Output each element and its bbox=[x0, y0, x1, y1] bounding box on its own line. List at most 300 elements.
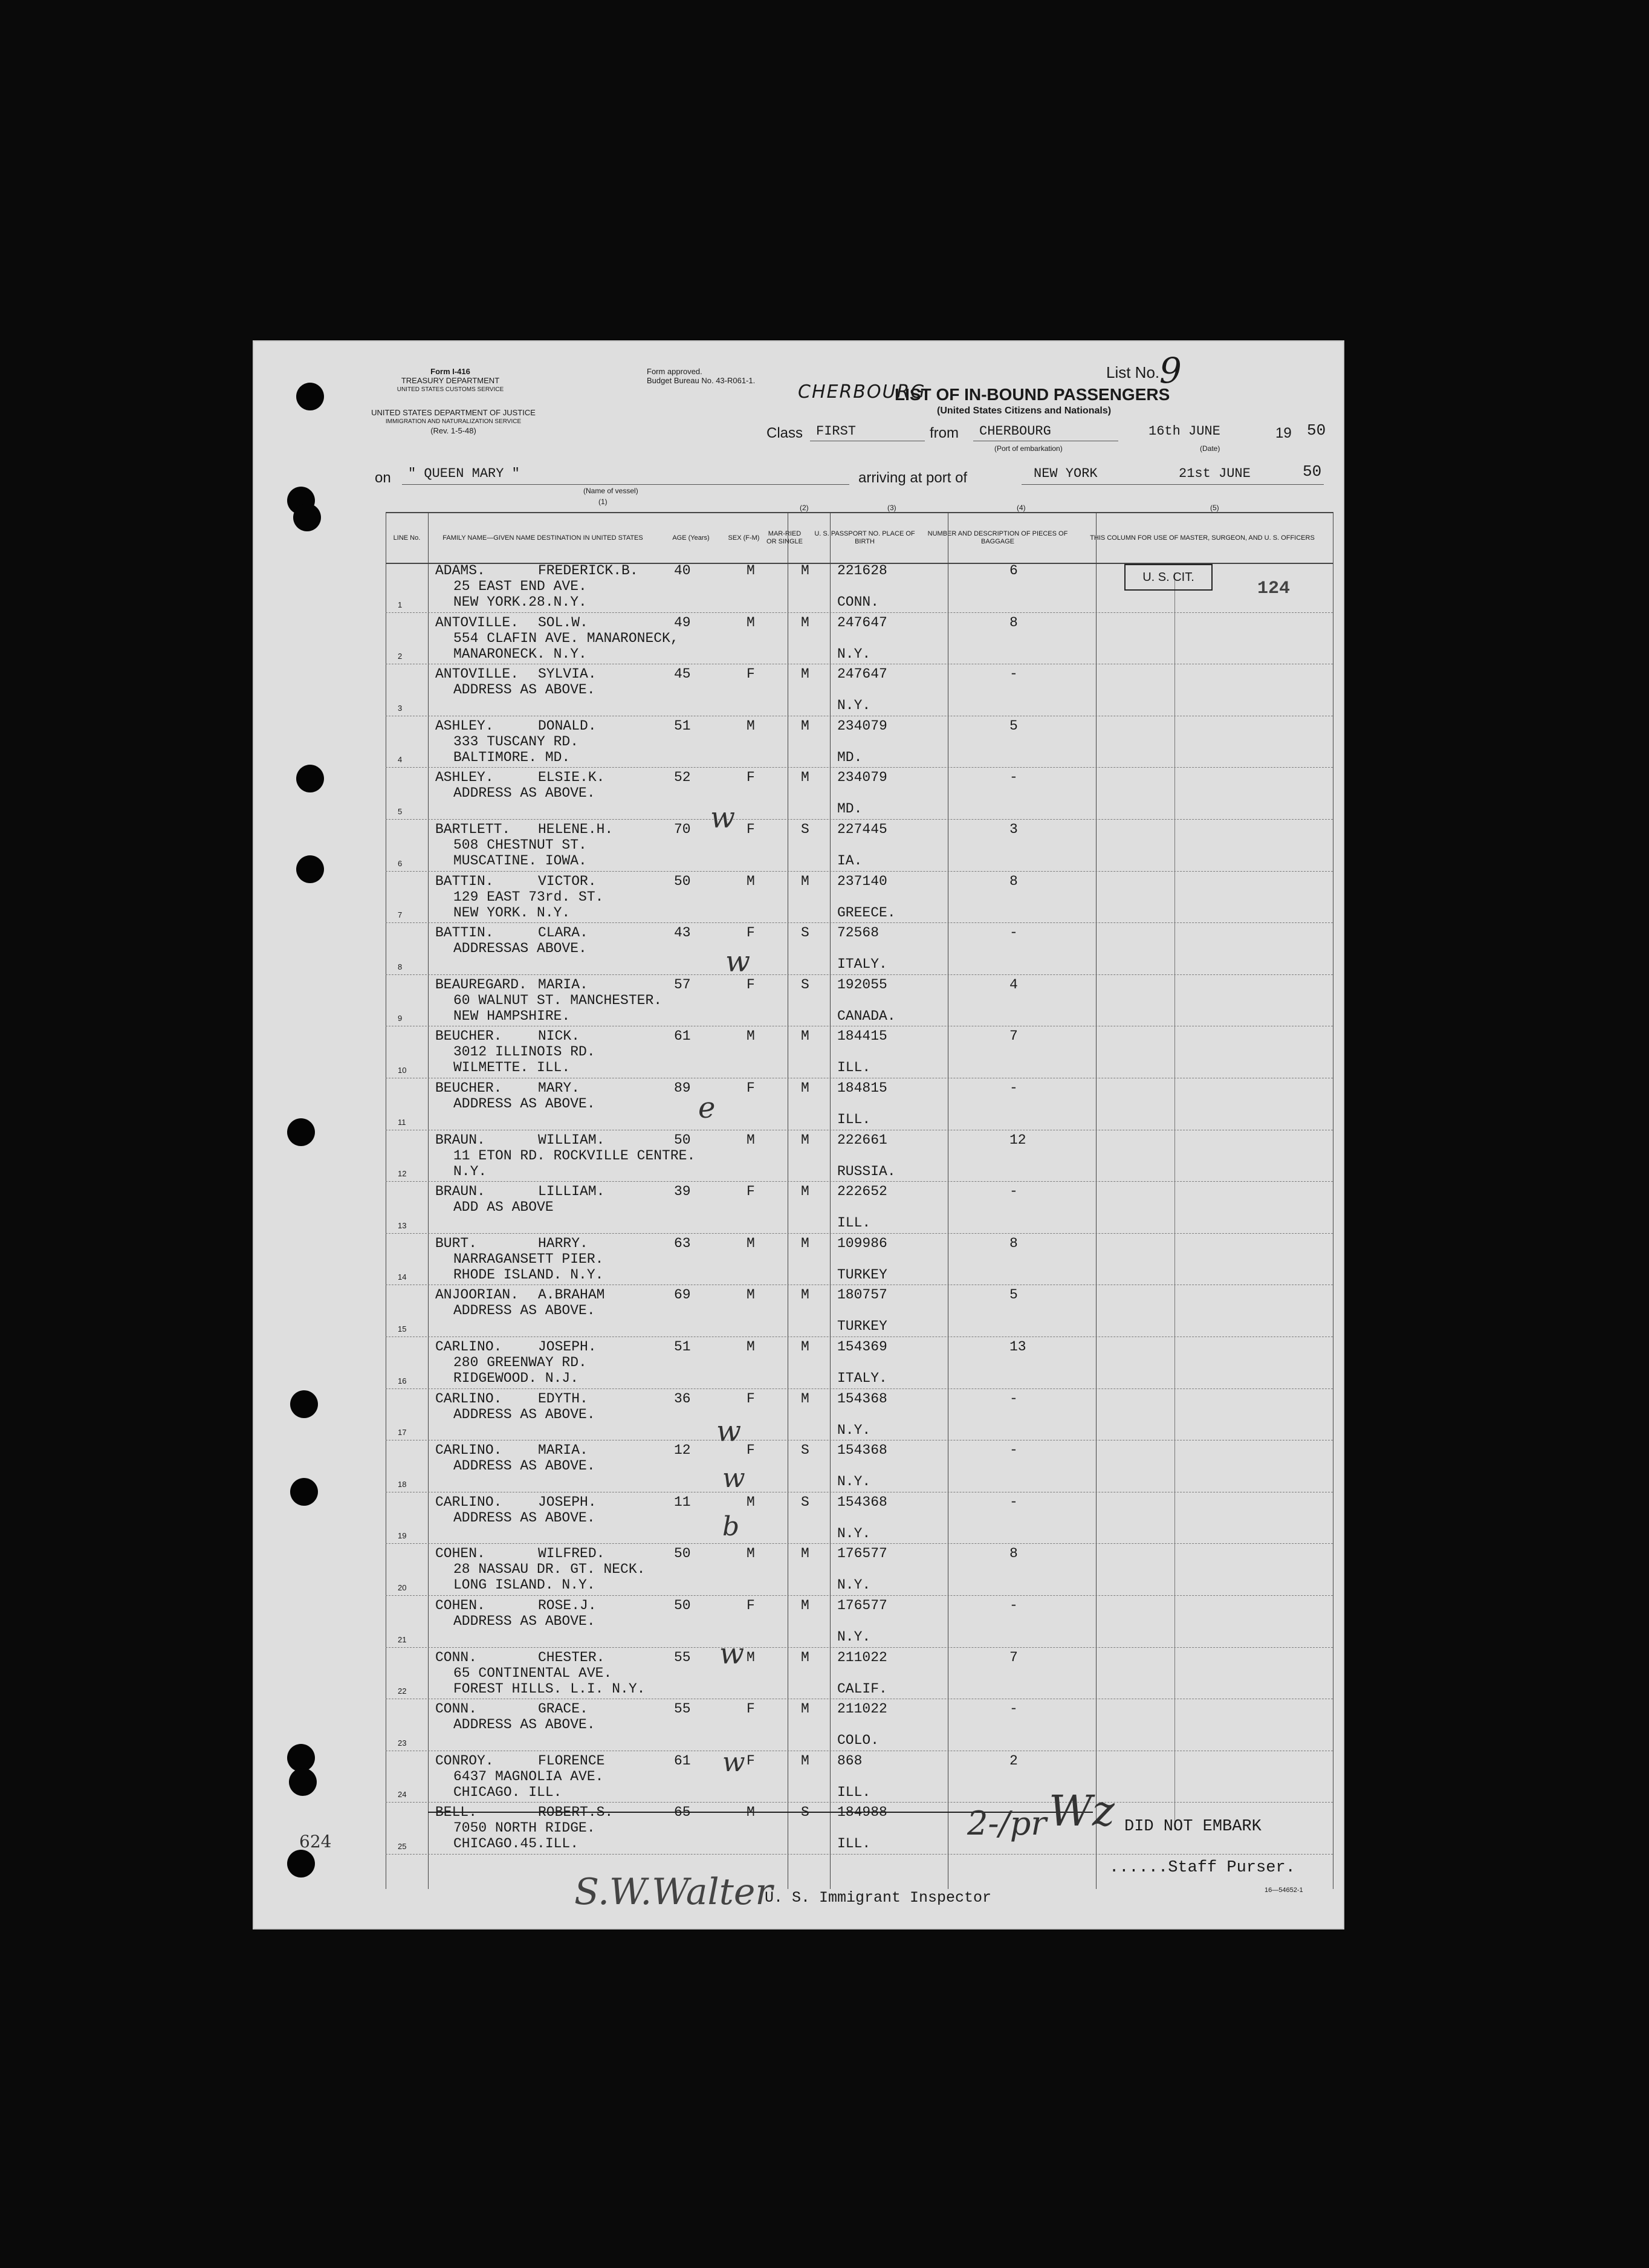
officer-margin-line bbox=[1174, 572, 1175, 1830]
passenger-age: 11 bbox=[674, 1494, 691, 1510]
row-divider bbox=[386, 1854, 1333, 1855]
place-of-birth: IA. bbox=[837, 853, 863, 869]
passenger-sex: M bbox=[747, 1235, 755, 1251]
row-divider bbox=[386, 1802, 1333, 1803]
row-line-number: 18 bbox=[398, 1479, 407, 1489]
passport-number: 868 bbox=[837, 1752, 863, 1769]
address-line-1: ADDRESSAS ABOVE. bbox=[453, 941, 587, 957]
baggage-count: 8 bbox=[1009, 614, 1018, 630]
place-of-birth: ILL. bbox=[837, 1215, 871, 1231]
passenger-sex: M bbox=[747, 614, 755, 630]
handwritten-mark: w bbox=[725, 945, 751, 979]
passport-number: 234079 bbox=[837, 718, 887, 734]
given-name: DONALD. bbox=[538, 718, 597, 734]
passenger-age: 65 bbox=[674, 1804, 691, 1821]
row-line-number: 20 bbox=[398, 1583, 407, 1592]
address-line-2: N.Y. bbox=[453, 1163, 487, 1179]
arrival-underline bbox=[1022, 484, 1324, 485]
family-name: CARLINO. bbox=[435, 1390, 502, 1407]
place-of-birth: COLO. bbox=[837, 1732, 880, 1749]
marital-status: S bbox=[801, 1804, 809, 1821]
printer-number: 16—54652-1 bbox=[1265, 1887, 1303, 1894]
handwritten-mark: w bbox=[716, 1414, 742, 1448]
baggage-count: 5 bbox=[1009, 1287, 1018, 1303]
passenger-age: 45 bbox=[674, 666, 691, 682]
married-col-no: (2) bbox=[800, 504, 809, 512]
punch-hole bbox=[290, 1390, 318, 1418]
vessel-underline bbox=[402, 484, 849, 485]
baggage-count: 6 bbox=[1009, 563, 1018, 578]
given-name: A.BRAHAM bbox=[538, 1287, 605, 1303]
passport-number: 221628 bbox=[837, 563, 887, 578]
passenger-sex: M bbox=[747, 1649, 755, 1665]
row-divider bbox=[386, 1388, 1333, 1389]
page-mark: 624 bbox=[299, 1832, 332, 1852]
row-line-number: 13 bbox=[398, 1220, 407, 1230]
given-name: CHESTER. bbox=[538, 1649, 605, 1665]
row-divider bbox=[386, 612, 1333, 613]
did-not-embark: DID NOT EMBARK bbox=[1124, 1818, 1262, 1836]
place-of-birth: N.Y. bbox=[837, 646, 871, 662]
row-line-number: 14 bbox=[398, 1272, 407, 1282]
passport-number: 192055 bbox=[837, 976, 887, 993]
address-line-2: RIDGEWOOD. N.J. bbox=[453, 1370, 579, 1386]
punch-hole bbox=[290, 1478, 318, 1506]
place-of-birth: ILL. bbox=[837, 1836, 871, 1852]
address-line-2: CHICAGO. ILL. bbox=[453, 1784, 562, 1800]
immigrant-inspector: U. S. Immigrant Inspector bbox=[765, 1889, 992, 1907]
family-name: CARLINO. bbox=[435, 1339, 502, 1355]
approved-line: Form approved. bbox=[647, 367, 702, 376]
marital-status: M bbox=[801, 770, 809, 786]
family-name: BRAUN. bbox=[435, 1184, 485, 1200]
baggage-count: 12 bbox=[1009, 1132, 1026, 1148]
column-divider bbox=[830, 512, 831, 1889]
given-name: FLORENCE bbox=[538, 1752, 605, 1769]
row-line-number: 1 bbox=[398, 600, 403, 609]
address-line-2: MANARONECK. N.Y. bbox=[453, 646, 587, 662]
col-line-no: LINE No. bbox=[386, 513, 428, 563]
row-line-number: 6 bbox=[398, 858, 403, 868]
passport-number: 176577 bbox=[837, 1546, 887, 1562]
row-divider bbox=[386, 1181, 1333, 1182]
justice-dept: UNITED STATES DEPARTMENT OF JUSTICE bbox=[371, 408, 536, 417]
passenger-age: 52 bbox=[674, 770, 691, 786]
baggage-count: 8 bbox=[1009, 1546, 1018, 1562]
from-value: CHERBOURG bbox=[979, 424, 1051, 439]
marital-status: M bbox=[801, 1080, 809, 1096]
family-name: BEUCHER. bbox=[435, 1028, 502, 1045]
family-name: ANTOVILLE. bbox=[435, 614, 519, 630]
row-line-number: 11 bbox=[398, 1117, 406, 1127]
marital-status: M bbox=[801, 614, 809, 630]
given-name: JOSEPH. bbox=[538, 1494, 597, 1510]
place-of-birth: MD. bbox=[837, 749, 863, 765]
passport-number: 109986 bbox=[837, 1235, 887, 1251]
punch-hole bbox=[296, 765, 324, 792]
passenger-sex: M bbox=[747, 1804, 755, 1821]
passport-number: 222661 bbox=[837, 1132, 887, 1148]
address-line-1: ADDRESS AS ABOVE. bbox=[453, 1717, 595, 1733]
passport-number: 222652 bbox=[837, 1184, 887, 1200]
marital-status: S bbox=[801, 925, 809, 941]
row-divider bbox=[386, 819, 1333, 820]
family-name: CARLINO. bbox=[435, 1494, 502, 1510]
port-note: (Port of embarkation) bbox=[994, 444, 1063, 453]
arrival-date: 21st JUNE bbox=[1179, 466, 1251, 481]
row-line-number: 25 bbox=[398, 1842, 407, 1851]
row-line-number: 2 bbox=[398, 652, 403, 661]
passenger-age: 69 bbox=[674, 1287, 691, 1303]
passenger-age: 43 bbox=[674, 925, 691, 941]
passenger-age: 57 bbox=[674, 976, 691, 993]
col-married: MAR-RIED OR SINGLE bbox=[763, 513, 806, 563]
passenger-sex: M bbox=[747, 1028, 755, 1045]
passport-number: 247647 bbox=[837, 614, 887, 630]
handwritten-initials: 2-/pr bbox=[967, 1804, 1047, 1842]
passenger-age: 51 bbox=[674, 1339, 691, 1355]
form-approved bbox=[647, 367, 755, 385]
marital-status: M bbox=[801, 1287, 809, 1303]
address-line-1: 25 EAST END AVE. bbox=[453, 578, 587, 594]
passenger-sex: M bbox=[747, 1494, 755, 1510]
marital-status: M bbox=[801, 1390, 809, 1407]
given-name: FREDERICK.B. bbox=[538, 563, 638, 578]
treasury-dept: TREASURY DEPARTMENT bbox=[401, 376, 500, 385]
row-divider bbox=[386, 1543, 1333, 1544]
row-line-number: 7 bbox=[398, 910, 403, 920]
stamp-number: 124 bbox=[1257, 578, 1291, 599]
class-label: Class bbox=[766, 425, 803, 441]
address-line-2: MUSCATINE. IOWA. bbox=[453, 853, 587, 869]
address-line-1: 3012 ILLINOIS RD. bbox=[453, 1044, 595, 1060]
marital-status: S bbox=[801, 1442, 809, 1459]
place-of-birth: CONN. bbox=[837, 594, 880, 610]
given-name: VICTOR. bbox=[538, 873, 597, 889]
baggage-count: - bbox=[1009, 1701, 1018, 1717]
passport-number: 234079 bbox=[837, 770, 887, 786]
passport-number: 154369 bbox=[837, 1339, 887, 1355]
baggage-count: 13 bbox=[1009, 1339, 1026, 1355]
marital-status: S bbox=[801, 821, 809, 837]
passenger-age: 50 bbox=[674, 1546, 691, 1562]
place-of-birth: ITALY. bbox=[837, 956, 887, 973]
given-name: ROSE.J. bbox=[538, 1598, 597, 1613]
address-line-2: CHICAGO.45.ILL. bbox=[453, 1836, 579, 1852]
passenger-age: 12 bbox=[674, 1442, 691, 1459]
passenger-sex: F bbox=[747, 1598, 755, 1613]
address-line-1: ADDRESS AS ABOVE. bbox=[453, 1096, 595, 1112]
year-value: 50 bbox=[1307, 421, 1326, 439]
passenger-sex: F bbox=[747, 821, 755, 837]
from-label: from bbox=[930, 425, 959, 441]
family-name: COHEN. bbox=[435, 1546, 485, 1562]
passport-col-no: (3) bbox=[887, 504, 896, 512]
address-line-1: 6437 MAGNOLIA AVE. bbox=[453, 1768, 604, 1784]
address-line-1: NARRAGANSETT PIER. bbox=[453, 1251, 604, 1267]
place-of-birth: CALIF. bbox=[837, 1680, 887, 1697]
row-divider bbox=[386, 974, 1333, 975]
passenger-age: 50 bbox=[674, 873, 691, 889]
row-line-number: 17 bbox=[398, 1428, 407, 1437]
marital-status: S bbox=[801, 976, 809, 993]
passport-number: 237140 bbox=[837, 873, 887, 889]
baggage-count: 8 bbox=[1009, 1235, 1018, 1251]
family-name: BARTLETT. bbox=[435, 821, 511, 837]
marital-status: M bbox=[801, 563, 809, 578]
place-of-birth: TURKEY bbox=[837, 1266, 887, 1283]
passport-number: 176577 bbox=[837, 1598, 887, 1613]
given-name: GRACE. bbox=[538, 1701, 588, 1717]
place-of-birth: N.Y. bbox=[837, 1422, 871, 1438]
vessel-note: (Name of vessel) bbox=[583, 487, 638, 495]
row-divider bbox=[386, 1233, 1333, 1234]
handwritten-port: CHERBOURG bbox=[798, 381, 926, 403]
given-name: MARIA. bbox=[538, 1442, 588, 1459]
column-divider bbox=[1096, 512, 1097, 1889]
baggage-count: - bbox=[1009, 1494, 1018, 1510]
address-line-2: RHODE ISLAND. N.Y. bbox=[453, 1266, 604, 1283]
vessel-col-no: (1) bbox=[598, 497, 607, 506]
marital-status: M bbox=[801, 1339, 809, 1355]
arriving-label: arriving at port of bbox=[858, 470, 968, 486]
row-line-number: 21 bbox=[398, 1635, 407, 1644]
given-name: MARY. bbox=[538, 1080, 580, 1096]
place-of-birth: N.Y. bbox=[837, 1525, 871, 1541]
family-name: BATTIN. bbox=[435, 925, 494, 941]
family-name: CONN. bbox=[435, 1649, 478, 1665]
baggage-count: - bbox=[1009, 666, 1018, 682]
handwritten-mark: w bbox=[722, 1463, 745, 1494]
address-line-1: 333 TUSCANY RD. bbox=[453, 733, 579, 750]
list-no-label: List No. bbox=[1106, 363, 1160, 381]
row-divider bbox=[386, 871, 1333, 872]
family-name: BATTIN. bbox=[435, 873, 494, 889]
arriving-port: NEW YORK bbox=[1034, 466, 1098, 481]
list-no-value: 9 bbox=[1159, 350, 1182, 391]
family-name: BELL. bbox=[435, 1804, 478, 1821]
passenger-sex: M bbox=[747, 873, 755, 889]
passenger-age: 36 bbox=[674, 1390, 691, 1407]
address-line-2: FOREST HILLS. L.I. N.Y. bbox=[453, 1680, 646, 1697]
marital-status: M bbox=[801, 1028, 809, 1045]
col-sex: SEX (F-M) bbox=[724, 513, 763, 563]
passenger-age: 61 bbox=[674, 1752, 691, 1769]
given-name: WILFRED. bbox=[538, 1546, 605, 1562]
citizen-stamp: U. S. CIT. bbox=[1124, 564, 1213, 591]
handwritten-mark: w bbox=[722, 1747, 745, 1778]
passenger-sex: F bbox=[747, 666, 755, 682]
baggage-count: - bbox=[1009, 1080, 1018, 1096]
family-name: CONN. bbox=[435, 1701, 478, 1717]
passenger-age: 50 bbox=[674, 1598, 691, 1613]
place-of-birth: N.Y. bbox=[837, 1577, 871, 1593]
vessel-name: " QUEEN MARY " bbox=[408, 466, 520, 481]
address-line-1: ADDRESS AS ABOVE. bbox=[453, 1303, 595, 1319]
given-name: LILLIAM. bbox=[538, 1184, 605, 1200]
passenger-sex: F bbox=[747, 770, 755, 786]
passenger-sex: F bbox=[747, 1701, 755, 1717]
baggage-count: 3 bbox=[1009, 821, 1018, 837]
ins-service: IMMIGRATION AND NATURALIZATION SERVICE bbox=[385, 418, 522, 425]
date-note: (Date) bbox=[1200, 444, 1220, 453]
family-name: BEAUREGARD. bbox=[435, 976, 527, 993]
passenger-age: 70 bbox=[674, 821, 691, 837]
family-name: BRAUN. bbox=[435, 1132, 485, 1148]
passenger-sex: M bbox=[747, 563, 755, 578]
address-line-2: LONG ISLAND. N.Y. bbox=[453, 1577, 595, 1593]
inspector-signature: S.W.Walter bbox=[574, 1871, 773, 1913]
col-age: AGE (Years) bbox=[658, 513, 724, 563]
passenger-sex: F bbox=[747, 1080, 755, 1096]
baggage-count: 7 bbox=[1009, 1649, 1018, 1665]
address-line-2: NEW HAMPSHIRE. bbox=[453, 1008, 571, 1024]
passenger-sex: F bbox=[747, 1752, 755, 1769]
col-passport: U. S. PASSPORT NO. PLACE OF BIRTH bbox=[806, 513, 924, 563]
address-line-1: 508 CHESTNUT ST. bbox=[453, 837, 587, 853]
address-line-1: ADDRESS AS ABOVE. bbox=[453, 1613, 595, 1629]
passenger-sex: F bbox=[747, 976, 755, 993]
passport-number: 184988 bbox=[837, 1804, 887, 1821]
baggage-count: - bbox=[1009, 1184, 1018, 1200]
passport-number: 180757 bbox=[837, 1287, 887, 1303]
row-line-number: 16 bbox=[398, 1376, 407, 1385]
marital-status: S bbox=[801, 1494, 809, 1510]
punch-hole bbox=[296, 383, 324, 410]
class-value: FIRST bbox=[816, 424, 857, 439]
place-of-birth: ILL. bbox=[837, 1784, 871, 1800]
handwritten-mark: w bbox=[719, 1637, 745, 1671]
baggage-count: - bbox=[1009, 1390, 1018, 1407]
budget-bureau: Budget Bureau No. 43-R061-1. bbox=[647, 376, 756, 385]
row-line-number: 15 bbox=[398, 1324, 407, 1333]
passenger-age: 55 bbox=[674, 1649, 691, 1665]
passport-number: 247647 bbox=[837, 666, 887, 682]
department-header bbox=[371, 367, 536, 435]
passport-number: 211022 bbox=[837, 1649, 887, 1665]
address-line-1: 129 EAST 73rd. ST. bbox=[453, 889, 604, 905]
list-number bbox=[1106, 350, 1182, 391]
marital-status: M bbox=[801, 873, 809, 889]
manifest-page bbox=[254, 342, 1343, 1928]
baggage-count: 2 bbox=[1009, 1752, 1018, 1769]
marital-status: M bbox=[801, 718, 809, 734]
address-line-1: ADD AS ABOVE bbox=[453, 1199, 554, 1216]
passenger-sex: F bbox=[747, 1184, 755, 1200]
staff-purser: ......Staff Purser. bbox=[1109, 1859, 1295, 1877]
passport-number: 211022 bbox=[837, 1701, 887, 1717]
punch-hole bbox=[287, 1850, 315, 1878]
baggage-count: - bbox=[1009, 1598, 1018, 1613]
address-line-1: 11 ETON RD. ROCKVILLE CENTRE. bbox=[453, 1147, 696, 1164]
row-line-number: 12 bbox=[398, 1169, 407, 1179]
address-line-2: BALTIMORE. MD. bbox=[453, 749, 571, 765]
handwritten-mark: b bbox=[722, 1511, 740, 1542]
passenger-sex: M bbox=[747, 1287, 755, 1303]
given-name: ELSIE.K. bbox=[538, 770, 605, 786]
place-of-birth: RUSSIA. bbox=[837, 1163, 896, 1179]
family-name: BURT. bbox=[435, 1235, 478, 1251]
given-name: EDYTH. bbox=[538, 1390, 588, 1407]
arrival-year: 50 bbox=[1303, 462, 1322, 481]
baggage-count: 7 bbox=[1009, 1028, 1018, 1045]
passenger-sex: F bbox=[747, 1390, 755, 1407]
address-line-2: NEW YORK.28.N.Y. bbox=[453, 594, 587, 610]
passport-number: 72568 bbox=[837, 925, 880, 941]
baggage-count: 5 bbox=[1009, 718, 1018, 734]
place-of-birth: CANADA. bbox=[837, 1008, 896, 1024]
column-divider bbox=[428, 512, 429, 1889]
punch-hole bbox=[296, 855, 324, 883]
passenger-sex: M bbox=[747, 1546, 755, 1562]
given-name: MARIA. bbox=[538, 976, 588, 993]
row-line-number: 4 bbox=[398, 755, 403, 765]
given-name: JOSEPH. bbox=[538, 1339, 597, 1355]
passport-number: 227445 bbox=[837, 821, 887, 837]
address-line-1: ADDRESS AS ABOVE. bbox=[453, 1458, 595, 1474]
family-name: ADAMS. bbox=[435, 563, 485, 578]
row-divider bbox=[386, 922, 1333, 923]
row-line-number: 19 bbox=[398, 1531, 407, 1541]
passenger-age: 63 bbox=[674, 1235, 691, 1251]
departure-date: 16th JUNE bbox=[1148, 424, 1220, 439]
on-label: on bbox=[375, 470, 391, 486]
passenger-sex: M bbox=[747, 1132, 755, 1148]
marital-status: M bbox=[801, 1598, 809, 1613]
passenger-age: 89 bbox=[674, 1080, 691, 1096]
row-divider bbox=[386, 1595, 1333, 1596]
passenger-age: 50 bbox=[674, 1132, 691, 1148]
document-title: LIST OF IN-BOUND PASSENGERS bbox=[895, 385, 1170, 404]
address-line-2: WILMETTE. ILL. bbox=[453, 1060, 571, 1076]
marital-status: M bbox=[801, 1184, 809, 1200]
address-line-1: 554 CLAFIN AVE. MANARONECK, bbox=[453, 630, 679, 646]
col-name: FAMILY NAME—GIVEN NAME DESTINATION IN UNITED STATES bbox=[428, 513, 658, 563]
revision: (Rev. 1-5-48) bbox=[430, 426, 476, 435]
handwritten-mark: w bbox=[710, 801, 736, 835]
baggage-col-no: (4) bbox=[1017, 504, 1026, 512]
family-name: ANJOORIAN. bbox=[435, 1287, 519, 1303]
handwritten-mark: e bbox=[698, 1091, 716, 1125]
baggage-count: - bbox=[1009, 770, 1018, 786]
row-line-number: 5 bbox=[398, 807, 403, 816]
passport-number: 184415 bbox=[837, 1028, 887, 1045]
given-name: NICK. bbox=[538, 1028, 580, 1045]
row-line-number: 8 bbox=[398, 962, 403, 971]
row-divider bbox=[386, 1647, 1333, 1648]
year-prefix: 19 bbox=[1275, 425, 1292, 441]
family-name: ANTOVILLE. bbox=[435, 666, 519, 682]
manifest-table bbox=[386, 512, 1333, 564]
marital-status: M bbox=[801, 1546, 809, 1562]
place-of-birth: ILL. bbox=[837, 1060, 871, 1076]
address-line-1: 280 GREENWAY RD. bbox=[453, 1355, 587, 1370]
row-divider bbox=[386, 1336, 1333, 1337]
form-number: Form I-416 bbox=[430, 367, 470, 376]
address-line-2: NEW YORK. N.Y. bbox=[453, 904, 571, 921]
given-name: CLARA. bbox=[538, 925, 588, 941]
family-name: CARLINO. bbox=[435, 1442, 502, 1459]
given-name: SOL.W. bbox=[538, 614, 588, 630]
document-subtitle: (United States Citizens and Nationals) bbox=[937, 406, 1112, 416]
place-of-birth: TURKEY bbox=[837, 1318, 887, 1335]
row-line-number: 23 bbox=[398, 1738, 407, 1748]
passenger-sex: M bbox=[747, 1339, 755, 1355]
passenger-age: 39 bbox=[674, 1184, 691, 1200]
place-of-birth: GREECE. bbox=[837, 904, 896, 921]
row-line-number: 3 bbox=[398, 703, 403, 713]
address-line-1: 7050 NORTH RIDGE. bbox=[453, 1820, 595, 1836]
